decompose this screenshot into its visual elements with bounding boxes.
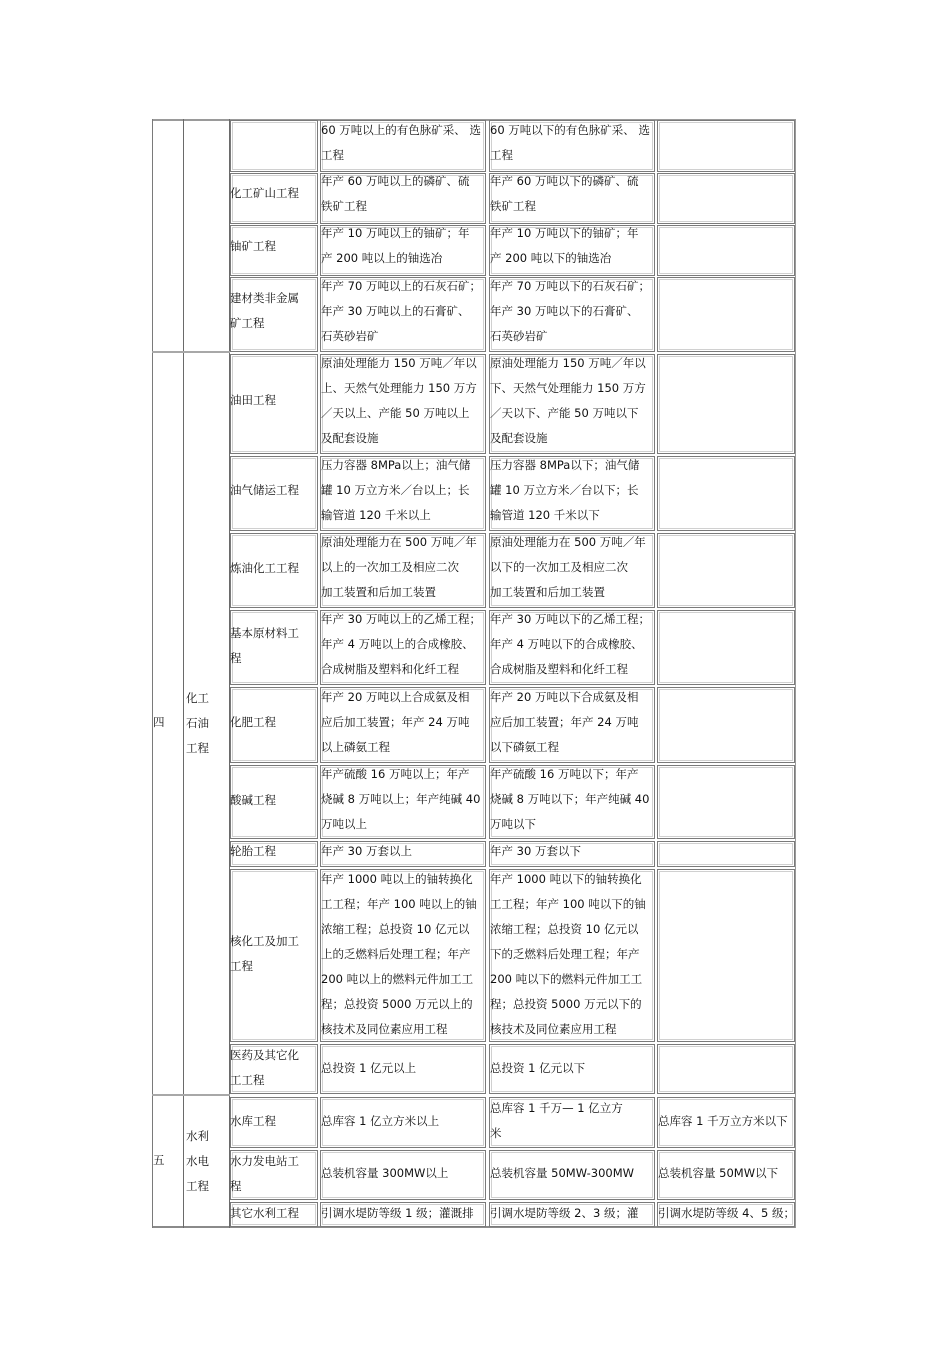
medium-scale: 压力容器 8MPa以下；油气储 罐 10 万立方米／台以下；长 输管道 120 千米以下	[490, 458, 640, 522]
project-type: 轮胎工程	[230, 844, 276, 858]
large-scale: 年产 60 万吨以上的磷矿、硫 铁矿工程	[321, 174, 470, 213]
table-cell	[657, 456, 795, 531]
table-cell	[657, 354, 795, 454]
large-scale: 总库容 1 亿立方米以上	[321, 1114, 440, 1128]
medium-scale: 引调水堤防等级 2、3 级；灌	[490, 1206, 639, 1220]
large-scale: 60 万吨以上的有色脉矿采、 选 工程	[321, 123, 481, 162]
project-type: 水力发电站工 程	[230, 1154, 299, 1193]
large-scale: 年产 1000 吨以上的铀转换化 工工程；年产 100 吨以上的铀 浓缩工程；总投资 10 亿元以 上的乏燃料后处理工程；年产 200 吨以上的燃料元件加工工 程；总投资 5000 万元以上的 核技术及同位素应用工程	[321, 872, 477, 1036]
section-category: 化工 石油 工程	[186, 691, 209, 755]
project-type: 建材类非金属 矿工程	[230, 291, 299, 330]
section-divider	[152, 351, 230, 353]
section-category: 水利 水电 工程	[186, 1129, 209, 1193]
project-type: 油气储运工程	[230, 483, 299, 497]
large-scale: 年产 30 万套以上	[321, 844, 412, 858]
table-cell	[230, 120, 318, 172]
table-left-border	[152, 119, 153, 1228]
project-type: 铀矿工程	[230, 239, 276, 253]
table-cell	[657, 225, 795, 276]
project-type: 核化工及加工 工程	[230, 934, 299, 973]
large-scale: 年产 20 万吨以上合成氨及相 应后加工装置；年产 24 万吨 以上磷氨工程	[321, 690, 470, 754]
small-scale: 总库容 1 千万立方米以下	[658, 1114, 788, 1128]
medium-scale: 年产 70 万吨以下的石灰石矿； 年产 30 万吨以下的石膏矿、 石英砂岩矿	[490, 279, 650, 343]
large-scale: 原油处理能力 150 万吨／年以 上、天然气处理能力 150 万方 ／天以上、产能 50 万吨以上 及配套设施	[321, 356, 477, 445]
large-scale: 压力容器 8MPa以上；油气储 罐 10 万立方米／台以上；长 输管道 120 千米以上	[321, 458, 471, 522]
medium-scale: 年产 1000 吨以下的铀转换化 工工程；年产 100 吨以下的铀 浓缩工程；总投资 10 亿元以 下的乏燃料后处理工程；年产 200 吨以下的燃料元件加工工 程；总投资 5000 万元以下的 核技术及同位素应用工程	[490, 872, 646, 1036]
large-scale: 年产 30 万吨以上的乙烯工程； 年产 4 万吨以上的合成橡胶、 合成树脂及塑料和化纤工程	[321, 612, 481, 676]
medium-scale: 总库容 1 千万— 1 亿立方 米	[490, 1101, 623, 1140]
large-scale: 总投资 1 亿元以上	[321, 1061, 417, 1075]
project-type: 水库工程	[230, 1114, 276, 1128]
large-scale: 年产 10 万吨以上的铀矿；年 产 200 吨以上的铀选冶	[321, 226, 470, 265]
project-type: 其它水利工程	[230, 1206, 299, 1220]
table-cell	[657, 841, 795, 867]
medium-scale: 年产 30 万套以下	[490, 844, 581, 858]
column-divider	[183, 119, 184, 1228]
table-right-border	[795, 119, 796, 1228]
project-type: 化肥工程	[230, 715, 276, 729]
medium-scale: 年产 10 万吨以下的铀矿；年 产 200 吨以下的铀选冶	[490, 226, 639, 265]
large-scale: 年产 70 万吨以上的石灰石矿； 年产 30 万吨以上的石膏矿、 石英砂岩矿	[321, 279, 481, 343]
medium-scale: 年产 30 万吨以下的乙烯工程； 年产 4 万吨以下的合成橡胶、 合成树脂及塑料和化纤工程	[490, 612, 650, 676]
large-scale: 引调水堤防等级 1 级；灌溉排	[321, 1206, 474, 1220]
medium-scale: 原油处理能力在 500 万吨／年 以下的一次加工及相应二次 加工装置和后加工装置	[490, 535, 646, 599]
medium-scale: 总投资 1 亿元以下	[490, 1061, 586, 1075]
table-cell	[657, 687, 795, 763]
table-cell	[657, 533, 795, 608]
project-type: 医药及其它化 工工程	[230, 1048, 299, 1087]
section-number: 四	[153, 715, 165, 729]
project-type: 酸碱工程	[230, 793, 276, 807]
section-divider	[152, 1094, 230, 1096]
medium-scale: 年产 60 万吨以下的磷矿、硫 铁矿工程	[490, 174, 639, 213]
project-type: 基本原材料工 程	[230, 626, 299, 665]
table-cell	[657, 765, 795, 839]
table-cell	[657, 173, 795, 224]
large-scale: 原油处理能力在 500 万吨／年 以上的一次加工及相应二次 加工装置和后加工装置	[321, 535, 477, 599]
medium-scale: 年产硫酸 16 万吨以下；年产 烧碱 8 万吨以下；年产纯碱 40 万吨以下	[490, 767, 650, 831]
medium-scale: 原油处理能力 150 万吨／年以 下、天然气处理能力 150 万方 ／天以下、产能 50 万吨以下 及配套设施	[490, 356, 646, 445]
medium-scale: 总装机容量 50MW-300MW	[490, 1166, 635, 1180]
small-scale: 总装机容量 50MW以下	[658, 1166, 779, 1180]
table-cell	[657, 869, 795, 1042]
large-scale: 年产硫酸 16 万吨以上；年产 烧碱 8 万吨以上；年产纯碱 40 万吨以上	[321, 767, 481, 831]
medium-scale: 年产 20 万吨以下合成氨及相 应后加工装置；年产 24 万吨 以下磷氨工程	[490, 690, 639, 754]
section-number: 五	[153, 1153, 165, 1167]
table-cell	[657, 1044, 795, 1094]
project-type: 化工矿山工程	[230, 186, 299, 200]
table-cell	[657, 120, 795, 172]
large-scale: 总装机容量 300MW以上	[321, 1166, 449, 1180]
project-type: 炼油化工工程	[230, 561, 299, 575]
project-type: 油田工程	[230, 393, 276, 407]
small-scale: 引调水堤防等级 4、5 级；	[658, 1206, 795, 1220]
medium-scale: 60 万吨以下的有色脉矿采、 选 工程	[490, 123, 650, 162]
table-cell	[657, 277, 795, 352]
table-cell	[657, 610, 795, 685]
